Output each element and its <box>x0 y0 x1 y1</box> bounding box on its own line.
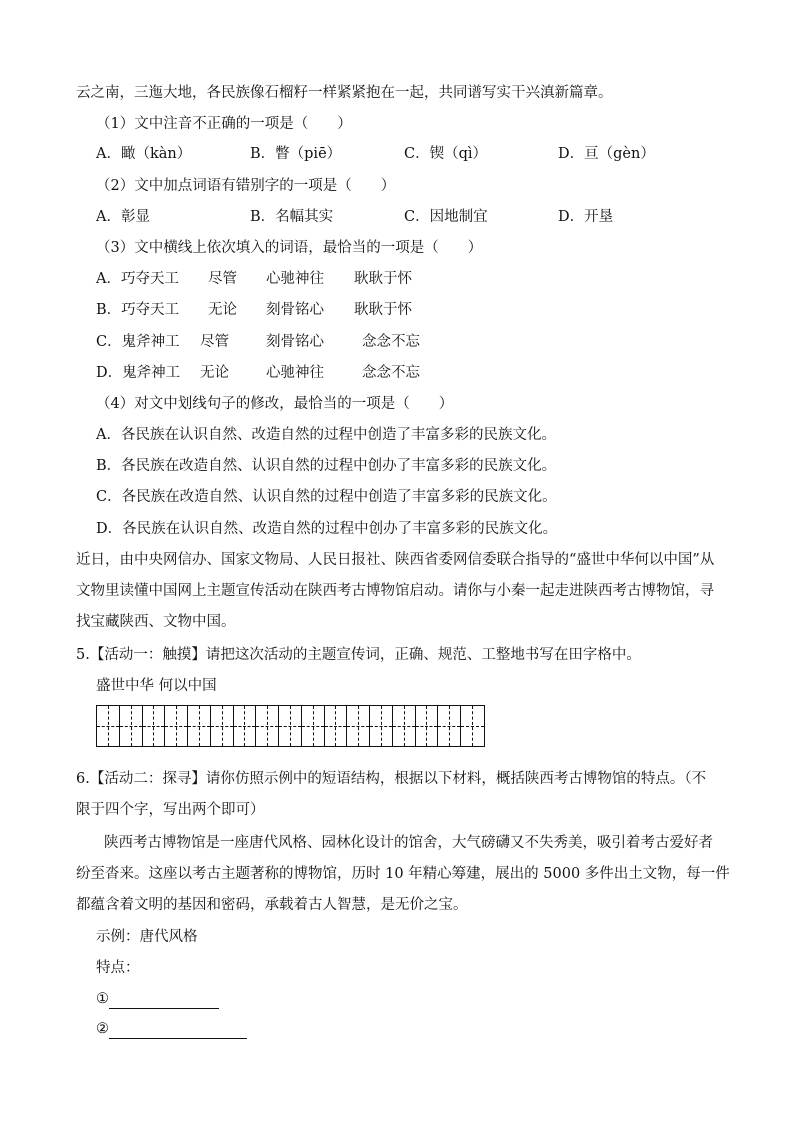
q3-b-word2: 无论 <box>208 302 237 318</box>
q4-option-d[interactable]: D．各民族在认识自然、改造自然的过程中创办了丰富多彩的民族文化。 <box>96 521 558 537</box>
passage-line-3: 找宝藏陕西、文物中国。 <box>76 614 236 630</box>
q3-c-word1: C．鬼斧神工 <box>96 334 180 350</box>
q5-slogan: 盛世中华 何以中国 <box>96 678 217 694</box>
q3-d-word2: 无论 <box>200 365 229 381</box>
tianzige-cell[interactable] <box>97 706 120 746</box>
q3-a-word3: 心驰神往 <box>266 271 324 287</box>
q6-features-label: 特点： <box>96 960 140 976</box>
q3-a-word4: 耿耿于怀 <box>354 271 412 287</box>
tianzige-cell[interactable] <box>438 706 461 746</box>
q2-option-a[interactable]: A．彰显 <box>96 209 150 225</box>
q3-b-word3: 刻骨铭心 <box>266 302 324 318</box>
q2-option-b[interactable]: B．名幅其实 <box>250 209 334 225</box>
q3-d-word3: 心驰神往 <box>266 365 324 381</box>
tianzige-cell[interactable] <box>234 706 257 746</box>
tianzige-cell[interactable] <box>347 706 370 746</box>
q6-stem-line-1: 6.【活动二：探寻】请你仿照示例中的短语结构，根据以下材料，概括陕西考古博物馆的特点。（不 <box>76 771 707 787</box>
q6-example: 示例：唐代风格 <box>96 929 198 945</box>
answer-mark-1: ① <box>96 991 109 1007</box>
q2-stem: （2）文中加点词语有错别字的一项是（ ） <box>96 178 396 194</box>
material-line-2: 纷至沓来。这座以考古主题著称的博物馆，历时 10 年精心筹建，展出的 5000 多件出土文物，每一件 <box>76 866 730 882</box>
q3-a-word2: 尽管 <box>208 271 237 287</box>
tianzige-cell[interactable] <box>211 706 234 746</box>
q1-option-d[interactable]: D．亘（gèn） <box>558 146 655 162</box>
material-line-1: 陕西考古博物馆是一座唐代风格、园林化设计的馆舍，大气磅礴又不失秀美，吸引着考古爱好者 <box>104 835 713 851</box>
q4-option-c[interactable]: C．各民族在改造自然、认识自然的过程中创造了丰富多彩的民族文化。 <box>96 489 557 505</box>
tianzige-cell[interactable] <box>461 706 484 746</box>
q4-option-b[interactable]: B．各民族在改造自然、认识自然的过程中创办了丰富多彩的民族文化。 <box>96 458 557 474</box>
answer-line-2[interactable] <box>96 1019 247 1039</box>
tianzige-cell[interactable] <box>143 706 166 746</box>
tianzige-cell[interactable] <box>325 706 348 746</box>
q1-option-b[interactable]: B．瞥（piē） <box>250 146 342 162</box>
answer-blank-1[interactable] <box>109 992 219 1009</box>
answer-mark-2: ② <box>96 1021 109 1037</box>
tianzige-cell[interactable] <box>279 706 302 746</box>
q3-b-word1: B．巧夺天工 <box>96 302 180 318</box>
q4-stem: （4）对文中划线句子的修改，最恰当的一项是（ ） <box>96 396 454 412</box>
q3-d-word1: D．鬼斧神工 <box>96 365 181 381</box>
answer-line-1[interactable] <box>96 989 219 1009</box>
tianzige-cell[interactable] <box>120 706 143 746</box>
q3-d-word4: 念念不忘 <box>362 365 420 381</box>
tianzige-cell[interactable] <box>416 706 439 746</box>
tianzige-cell[interactable] <box>370 706 393 746</box>
q3-a-word1: A．巧夺天工 <box>96 271 179 287</box>
q3-c-word3: 刻骨铭心 <box>266 334 324 350</box>
tianzige-cell[interactable] <box>188 706 211 746</box>
q2-option-d[interactable]: D．开垦 <box>558 209 614 225</box>
q3-c-word4: 念念不忘 <box>362 334 420 350</box>
tianzige-writing-grid[interactable] <box>96 705 485 747</box>
passage-line-1: 近日，由中央网信办、国家文物局、人民日报社、陕西省委网信委联合指导的“盛世中华何以中国”从 <box>76 552 715 568</box>
passage-line-2: 文物里读懂中国网上主题宣传活动在陕西考古博物馆启动。请你与小秦一起走进陕西考古博物馆，寻 <box>76 583 714 599</box>
intro-tail-line: 云之南，三迤大地，各民族像石榴籽一样紧紧抱在一起，共同谱写实干兴滇新篇章。 <box>76 85 613 101</box>
q1-option-c[interactable]: C．锲（qì） <box>404 146 488 162</box>
q3-stem: （3）文中横线上依次填入的词语，最恰当的一项是（ ） <box>96 240 483 256</box>
q1-stem: （1）文中注音不正确的一项是（ ） <box>96 116 352 132</box>
q4-option-a[interactable]: A．各民族在认识自然、改造自然的过程中创造了丰富多彩的民族文化。 <box>96 427 556 443</box>
answer-blank-2[interactable] <box>109 1022 247 1039</box>
q2-option-c[interactable]: C．因地制宜 <box>404 209 488 225</box>
q1-option-a[interactable]: A．瞰（kàn） <box>96 146 192 162</box>
tianzige-cell[interactable] <box>302 706 325 746</box>
q5-stem: 5.【活动一：触摸】请把这次活动的主题宣传词，正确、规范、工整地书写在田字格中。 <box>76 647 641 663</box>
q6-stem-line-2: 限于四个字，写出两个即可） <box>76 802 265 818</box>
q3-c-word2: 尽管 <box>200 334 229 350</box>
tianzige-cell[interactable] <box>393 706 416 746</box>
q3-b-word4: 耿耿于怀 <box>354 302 412 318</box>
material-line-3: 都蕴含着文明的基因和密码，承载着古人智慧，是无价之宝。 <box>76 897 468 913</box>
tianzige-cell[interactable] <box>165 706 188 746</box>
tianzige-cell[interactable] <box>256 706 279 746</box>
